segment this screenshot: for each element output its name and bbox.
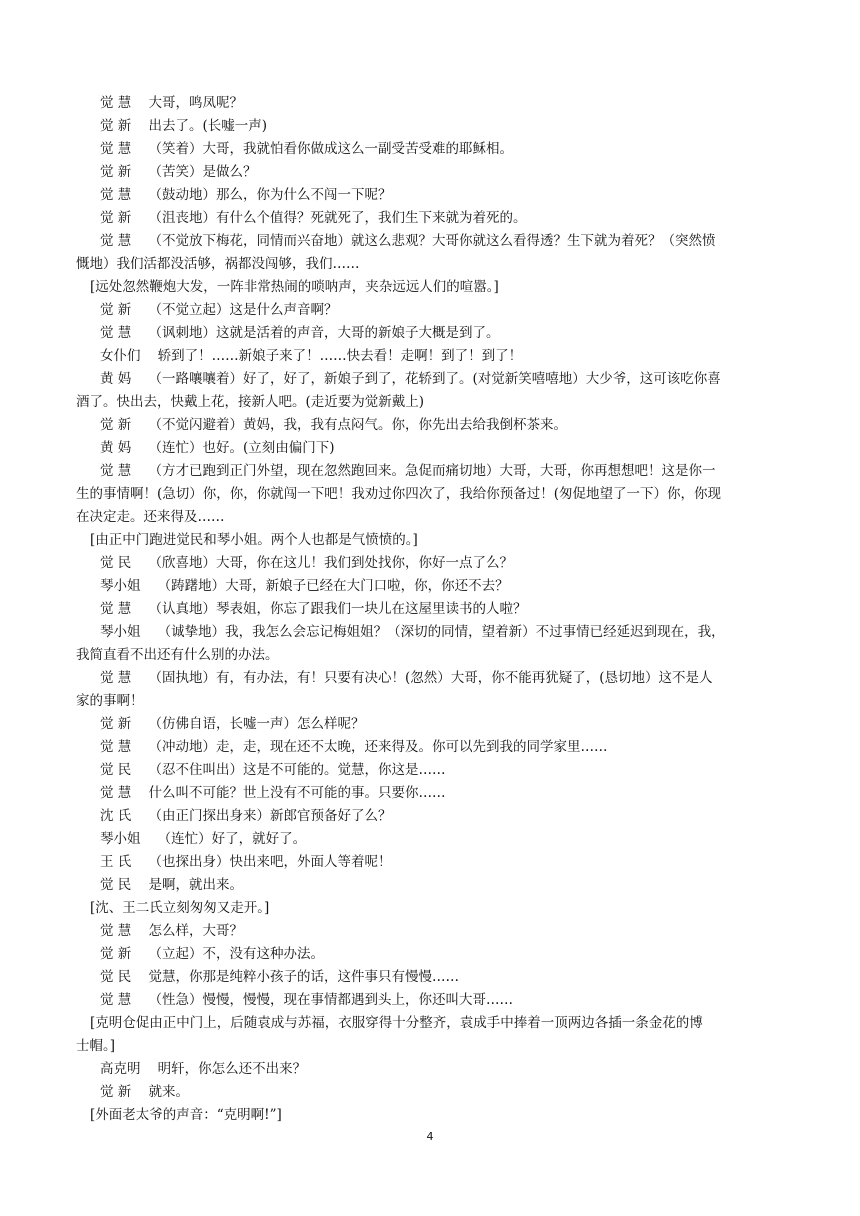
dialogue-text: （冲动地）走，走，现在还不太晚，还来得及。你可以先到我的同学家里…… — [148, 739, 608, 755]
dialogue-text: （连忙）也好。(立刻由偏门下) — [148, 440, 335, 456]
dialogue-line — [100, 828, 790, 851]
dialogue-line — [100, 874, 790, 897]
dialogue-text: （也探出身）快出来吧，外面人等着呢！ — [148, 854, 392, 870]
speaker-name: 王 氏 — [100, 854, 132, 870]
speaker-name: 女仆们 — [100, 348, 141, 364]
speaker-name: 觉 慧 — [100, 992, 132, 1008]
speaker-name: 琴小姐 — [100, 624, 141, 640]
dialogue-text: （不觉立起）这是什么声音啊？ — [148, 302, 338, 318]
dialogue-line — [100, 368, 790, 391]
dialogue-text: 是啊，就出来。 — [148, 877, 243, 893]
dialogue-text: 怎么样，大哥？ — [148, 923, 243, 939]
speaker-name: 高克明 — [100, 1061, 141, 1077]
speaker-name: 沈 氏 — [100, 808, 132, 824]
dialogue-text: 觉慧，你那是纯粹小孩子的话，这件事只有慢慢…… — [148, 969, 459, 985]
stage-direction: [沈、王二氏立刻匆匆又走开。] — [90, 900, 270, 916]
speaker-name: 觉 新 — [100, 210, 132, 226]
speaker-name: 觉 慧 — [100, 141, 132, 157]
speaker-name: 觉 新 — [100, 1084, 132, 1100]
page-number: 4 — [426, 1130, 434, 1143]
dialogue-line — [100, 575, 790, 598]
speaker-name: 觉 慧 — [100, 233, 132, 249]
speaker-name: 觉 新 — [100, 417, 132, 433]
dialogue-line — [100, 621, 790, 644]
speaker-name: 觉 新 — [100, 118, 132, 134]
dialogue-text: （鼓动地）那么，你为什么不闯一下呢？ — [148, 187, 392, 203]
speaker-name: 觉 慧 — [100, 325, 132, 341]
dialogue-line — [100, 989, 790, 1012]
dialogue-text: （欣喜地）大哥，你在这儿！我们到处找你，你好一点了么？ — [148, 555, 513, 571]
dialogue-line — [100, 138, 790, 161]
dialogue-line — [100, 943, 790, 966]
dialogue-line — [100, 782, 790, 805]
speaker-name: 觉 慧 — [100, 923, 132, 939]
speaker-name: 觉 民 — [100, 555, 132, 571]
dialogue-text: （性急）慢慢，慢慢，现在事情都遇到头上，你还叫大哥…… — [148, 992, 513, 1008]
speaker-name: 觉 新 — [100, 716, 132, 732]
dialogue-text: （连忙）好了，就好了。 — [157, 831, 307, 847]
speaker-name: 觉 慧 — [100, 463, 132, 479]
dialogue-continuation: 在决定走。还来得及…… — [76, 509, 225, 525]
dialogue-text: （沮丧地）有什么个值得？死就死了，我们生下来就为着死的。 — [148, 210, 527, 226]
dialogue-text: 就来。 — [148, 1084, 189, 1100]
dialogue-text: （一路嚷嚷着）好了，好了，新娘子到了，花轿到了。(对觉新笑嘻嘻地）大少爷，这可该吃你喜 — [148, 371, 721, 387]
speaker-name: 觉 民 — [100, 762, 132, 778]
dialogue-continuation: 我简直看不出还有什么别的办法。 — [76, 647, 279, 663]
dialogue-text: （固执地）有，有办法，有！只要有决心！(忽然）大哥，你不能再犹疑了，(恳切地）这不是人 — [148, 670, 713, 686]
dialogue-text: 什么叫不可能？世上没有不可能的事。只要你…… — [148, 785, 446, 801]
dialogue-line — [100, 437, 790, 460]
dialogue-text: （仿佛自语，长嘘一声）怎么样呢？ — [148, 716, 365, 732]
speaker-name: 觉 新 — [100, 946, 132, 962]
speaker-name: 琴小姐 — [100, 578, 141, 594]
dialogue-line — [100, 460, 790, 483]
dialogue-line — [100, 920, 790, 943]
speaker-name: 觉 慧 — [100, 670, 132, 686]
dialogue-continuation: 生的事情啊！(急切）你，你，你就闯一下吧！我劝过你四次了，我给你预备过！(匆促地望了一下）你，你现 — [76, 486, 722, 502]
dialogue-continuation: 酒了。快出去，快戴上花，接新人吧。(走近要为觉新戴上) — [76, 394, 425, 410]
dialogue-continuation: 家的事啊！ — [76, 693, 144, 709]
dialogue-text: （苦笑）是做么？ — [148, 164, 257, 180]
dialogue-text: （笑着）大哥，我就怕看你做成这么一副受苦受难的耶稣相。 — [148, 141, 513, 157]
dialogue-text: （踌躇地）大哥，新娘子已经在大门口啦，你，你还不去？ — [157, 578, 509, 594]
dialogue-line — [100, 667, 790, 690]
dialogue-line — [100, 759, 790, 782]
dialogue-text: 大哥，鸣凤呢？ — [148, 95, 243, 111]
dialogue-text: （讽刺地）这就是活着的声音，大哥的新娘子大概是到了。 — [148, 325, 500, 341]
speaker-name: 琴小姐 — [100, 831, 141, 847]
script-text — [76, 92, 790, 1127]
stage-direction: [远处忽然鞭炮大发，一阵非常热闹的唢呐声，夹杂远远人们的喧嚣。] — [90, 279, 499, 295]
dialogue-text: 明轩，你怎么还不出来？ — [157, 1061, 307, 1077]
dialogue-line — [100, 966, 790, 989]
dialogue-text: （方才已跑到正门外望，现在忽然跑回来。急促而痛切地）大哥，大哥，你再想想吧！这是你一 — [148, 463, 716, 479]
dialogue-text: （不觉放下梅花，同情而兴奋地）就这么悲观？大哥你就这么看得透？生下就为着死？（突然愤 — [148, 233, 716, 249]
dialogue-line — [100, 299, 790, 322]
dialogue-line — [100, 115, 790, 138]
dialogue-line — [100, 184, 790, 207]
dialogue-line — [100, 414, 790, 437]
speaker-name: 黄 妈 — [100, 440, 132, 456]
stage-direction: [外面老太爷的声音：“克明啊!”] — [90, 1107, 282, 1123]
dialogue-line — [100, 92, 790, 115]
stage-direction: [由正中门跑进觉民和琴小姐。两个人也都是气愤愤的。] — [90, 532, 418, 548]
dialogue-line — [100, 805, 790, 828]
speaker-name: 觉 新 — [100, 164, 132, 180]
dialogue-line — [100, 1058, 790, 1081]
speaker-name: 觉 慧 — [100, 187, 132, 203]
dialogue-text: （诚挚地）我，我怎么会忘记梅姐姐？（深切的同情，望着新）不过事情已经延迟到现在，我， — [157, 624, 725, 640]
dialogue-line — [100, 322, 790, 345]
stage-direction-continuation: 士帽。] — [76, 1038, 116, 1054]
dialogue-line — [100, 736, 790, 759]
dialogue-text: （立起）不，没有这种办法。 — [148, 946, 324, 962]
dialogue-line — [100, 598, 790, 621]
stage-direction: [克明仓促由正中门上，后随袁成与苏福，衣服穿得十分整齐，袁成手中捧着一顶两边各插一条金花的博 — [90, 1015, 703, 1031]
dialogue-text: （忍不住叫出）这是不可能的。觉慧，你这是…… — [148, 762, 446, 778]
dialogue-line — [100, 230, 790, 253]
speaker-name: 觉 慧 — [100, 739, 132, 755]
dialogue-line — [100, 851, 790, 874]
speaker-name: 觉 慧 — [100, 601, 132, 617]
dialogue-line — [100, 1081, 790, 1104]
dialogue-line — [100, 552, 790, 575]
dialogue-line — [100, 713, 790, 736]
dialogue-line — [100, 161, 790, 184]
speaker-name: 觉 民 — [100, 877, 132, 893]
dialogue-text: （由正门探出身来）新郎官预备好了么？ — [148, 808, 392, 824]
dialogue-continuation: 慨地）我们活都没活够，祸都没闯够，我们…… — [76, 256, 360, 272]
speaker-name: 觉 民 — [100, 969, 132, 985]
dialogue-text: （不觉闪避着）黄妈，我，我有点闷气。你，你先出去给我倒杯茶来。 — [148, 417, 567, 433]
dialogue-text: （认真地）琴表姐，你忘了跟我们一块儿在这屋里读书的人啦？ — [148, 601, 527, 617]
speaker-name: 觉 慧 — [100, 785, 132, 801]
speaker-name: 觉 慧 — [100, 95, 132, 111]
speaker-name: 觉 新 — [100, 302, 132, 318]
dialogue-text: 轿到了！……新娘子来了！……快去看！走啊！到了！到了！ — [157, 348, 523, 364]
speaker-name: 黄 妈 — [100, 371, 132, 387]
dialogue-text: 出去了。(长嘘一声) — [148, 118, 268, 134]
dialogue-line — [100, 207, 790, 230]
dialogue-line — [100, 345, 790, 368]
